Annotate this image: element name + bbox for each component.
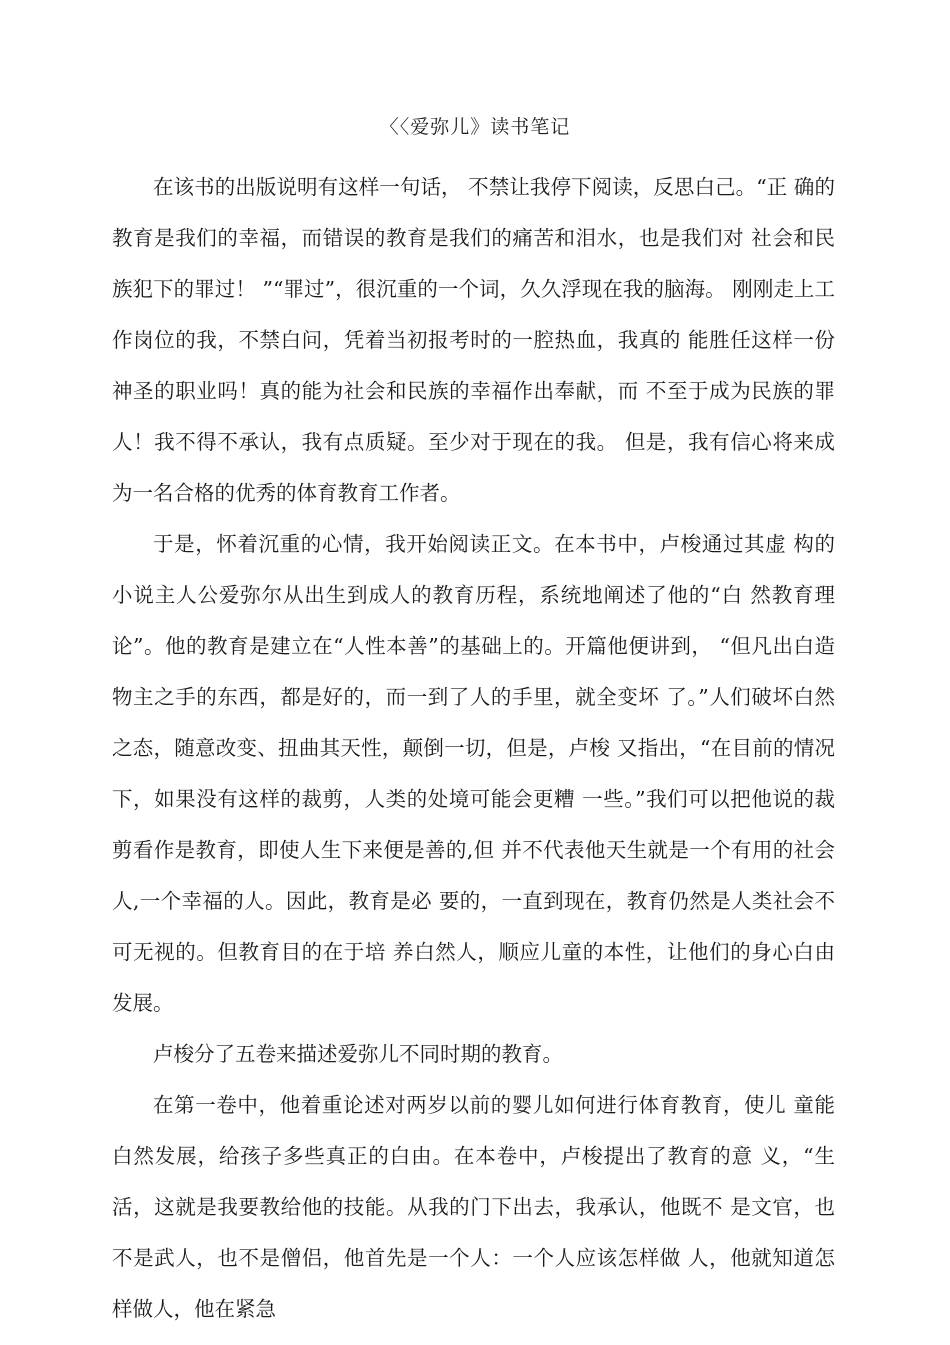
- paragraph-3: 卢梭分了五卷来描述爱弥儿不同时期的教育。: [153, 1042, 563, 1066]
- paragraph-1: 在该书的出版说明有这样一句话， 不禁让我停下阅读，反思白己。“正 确的教育是我们的幸福，而错误的教育是我们的痛苦和泪水，也是我们对 社会和民族犯下的罪过！ ”“罪过”，很沉重的一个词，久久浮现在我的脑海。 刚刚走上工作岗位的我，不禁白问，凭着当初报考时的一腔热血，我真的 能胜任这样一份神圣的职业吗！真的能为社会和民族的幸福作出奉献，而 不至于成为民族的罪人！我不得不承认，我有点质疑。至少对于现在的我。 但是，我有信心将来成为一名合格的优秀的体育教育工作者。: [112, 175, 835, 505]
- document-title: 〈〈爱弥儿》读书笔记: [379, 116, 571, 138]
- document-body: [112, 162, 835, 1335]
- paragraph-2: 于是，怀着沉重的心情，我开始阅读正文。在本书中，卢梭通过其虚 构的小说主人公爱弥尔从出生到成人的教育历程，系统地阐述了他的“白 然教育理论”。他的教育是建立在“人性本善”的基础上的。开篇他便讲到， “但凡出白造物主之手的东西，都是好的，而一到了人的手里，就全变坏 了。”人们破坏白然之态，随意改变、扭曲其天性，颠倒一切，但是，卢梭 又指出，“在目前的情况下，如果没有这样的裁剪，人类的处境可能会更糟 一些。”我们可以把他说的裁剪看作是教育，即使人生下来便是善的,但 并不代表他天生就是一个有用的社会人,一个幸福的人。因此，教育是必 要的，一直到现在，教育仍然是人类社会不可无视的。但教育目的在于培 养白然人，顺应儿童的本性，让他们的身心白由发展。: [112, 532, 835, 1015]
- paragraph-4: 在第一卷中，他着重论述对两岁以前的婴儿如何进行体育教育，使儿 童能白然发展，给孩子多些真正的白由。在本卷中，卢梭提出了教育的意 义，“生活，这就是我要教给他的技能。从我的门下出去，我承认，他既不 是文官，也不是武人，也不是僧侣，他首先是一个人：一个人应该怎样做 人，他就知道怎样做人，他在紧急: [112, 1093, 835, 1321]
